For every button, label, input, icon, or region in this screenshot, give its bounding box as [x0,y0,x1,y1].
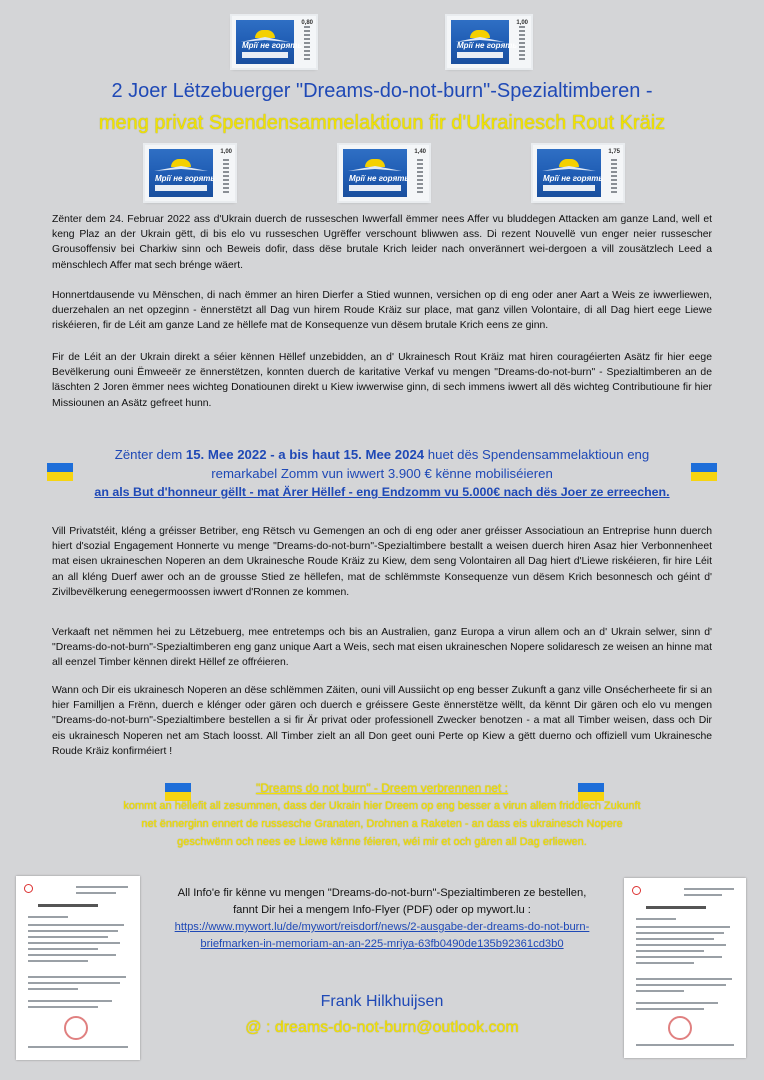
intro-paragraph: Zënter dem 24. Februar 2022 ass d'Ukrain duerch de russeschen Iwwerfall ëmmer nees Affer vu bluddegen Attacken am ganze Land, well et keng Plaz an der Ukrain gëtt, di bis elo vu russeschen Ugrëffer verschount bliwwen ass. Di rezent Nouvellë vun enger neier russescher Grousoffensiv bei Charkiw sinn och Beweis dofir, dass dëse brutale Krich leider nach onverännert wei-dergoen a vill zousätzlech Leed a mënschlech Affer mat sech brénge wäert. [52,214,712,271]
dreams-line: net ënnerginn ennert de russesche Granaten, Drohnen a Raketen - an dass eis ukrainesch Nopere [141,818,623,830]
dreams-line: kommt an hëllefit all zesummen, dass der Ukrain hier Dreem op eng besser a virun allem friddlech Zukunft [123,800,641,812]
info-line: fannt Dir hei a mengem Info-Flyer (PDF) oder op mywort.lu : [233,904,531,916]
stamp-value: 1,40 [414,149,426,155]
stamp-image [232,16,316,68]
dreams-heading: "Dreams do not burn" - Dreem verbrennen net : [256,781,508,795]
body-paragraph: Fir de Léit an der Ukrain direkt a séier kënnen Hëllef unzebidden, an d' Ukrainesch Rout Kräiz mat hiren couragéierten Asätz fir hier eege Bevëlkerung ouni Ëmweeër ze ënnerstëtzen, konnten duerch de karitative Verkaf vu mengen "Dreams-do-not-burn" - Spezialtimberen an de läschten 2 Joren ëmmer nees wichteg Donatiounen direkt u Kiew iwwerwise ginn, di sech immens iwwert all dës wichteg Contributioune fir hier Missiounen an Asätz gefreet hunn. [52,352,712,409]
body-paragraph: Honnertdausende vu Mënschen, di nach ëmmer an hiren Dierfer a Stied wunnen, versichen op di eng oder aner Aart a Weis ze iwwerliewen, duerzehalen an net opzeginn - ënnerstëtzt all Dag vun hirem Roude Kräiz sur place, mat ganz villen Volontaire, di all Dag hiert eege Liewe riskéieren, fir de Léit am ganze Land ze hëllefe mat de Konsequenze vun dësem brutale Krich eens ze ginn. [52,290,712,332]
stamp-title: Мрії не горять [543,174,604,183]
stamp-image [447,16,531,68]
stamp-image [145,145,235,201]
stamp-image [339,145,429,201]
campaign-line-2: remarkabel Zomm vun iwwert 3.900 € kënne mobiliséieren [211,466,553,482]
stamp-value: 0,80 [301,20,313,26]
stamp-title: Мрії не горять [349,174,410,183]
page-title: 2 Joer Lëtzebuerger "Dreams-do-not-burn"-Spezialtimberen - [111,80,653,102]
stamp-value: 1,00 [220,149,232,155]
body-paragraph: Wann och Dir eis ukrainesch Noperen an dëse schlëmmen Zäiten, ouni vill Aussiicht op eng besser Zukunft a ganz ville Onsécherheete fir si an hier Familljen a Frënn, duerch e klénger oder gären och duerch e gréissere Geste ënnerstëtze wëllt, da kënnt Dir gären och elo vu mengen "Dreams-do-not-burn"-Spezialtimbere bestellen a si fir Är privat oder professionell Zwecker benotzen - a mat all Timber weisen, dass och Dir eis ukrainesch Noperen net am Stach loosst. All Timber zielt an all Don geet ouni Perte op Kiew a gëtt duerno och offiziell vum Ukrainesche Roude Kräiz konfirméiert ! [52,685,712,757]
stamp-title: Мрії не горять [457,41,518,50]
body-paragraph: Vill Privatstéit, kléng a gréisser Betriber, eng Rëtsch vu Gemengen an och di eng oder aner gréisser Associatioun an Entreprise hunn duerch hiert d'sozial Engagement Honnerte vu menge "Dreams-do-not-burn"-Spezialtimbere bestallt a weisen duerch hiren Asaz hier Verbonnenheet mat eisen ukraineschen Noperen an dem Ukrainesche Roude Kräiz zu Kiew, dem seng Volontairen all Dag hiert d'Liewe riskéieren, fir hire Léit an all kléng Duerf awer och an de grousse Stied ze hëllefen, mat de schlëmmste Konsequenze vun dësem Krich besonnesch och géint d' Zivilbevëlkerung eenegermoossen iwwert d'Ronnen ze kommen. [52,526,712,598]
stamp-value: 1,75 [608,149,620,155]
stamp-image [533,145,623,201]
campaign-summary [60,445,704,503]
stamp-title: Мрії не горять [155,174,216,183]
campaign-line-1: Zënter dem 15. Mee 2022 - a bis haut 15. Mee 2024 huet dës Spendensammelaktioun eng [114,447,650,462]
info-link[interactable]: https://www.mywort.lu/de/mywort/reisdorf/news/2-ausgabe-der-dreams-do-not-burn- [174,921,590,933]
dreams-line: geschwënn och nees ee Liewe kënne féieren, wéi mir et och gären all Dag erliewen. [177,836,587,848]
stamp-value: 1,00 [516,20,528,26]
info-link[interactable]: briefmarken-in-memoriam-an-an-225-mriya-63fb0490de135b92361cd3b0 [200,938,564,950]
dreams-appeal [40,779,724,851]
author-email[interactable]: @ : dreams-do-not-burn@outlook.com [245,1019,519,1036]
info-line: All Info'e fir kënne vu mengen "Dreams-do-not-burn"-Spezialtimberen ze bestellen, [177,887,587,899]
campaign-goal: an als But d'honneur gëllt - mat Ärer Hëllef - eng Endzomm vu 5.000€ nach dës Joer ze erreechen. [94,485,670,500]
info-text [150,885,614,953]
body-paragraph: Verkaaft net nëmmen hei zu Lëtzebuerg, mee entretemps och bis an Australien, ganz Europa a virun allem och an d' Ukrain selwer, sinn d' "Dreams-do-not-burn"-Spezialtimberen eng ganz unique Aart a Weis, sech mat eisen ukraineschen Nopere solidaresch ze weisen an hinne mat all eenzel Timber kënnen direkt Hëllef ze offréieren. [52,627,712,669]
author-name: Frank Hilkhuijsen [320,993,444,1010]
stamp-title: Мрії не горять [242,41,303,50]
page-subtitle: meng privat Spendensammelaktioun fir d'Ukrainesch Rout Kräiz [98,112,666,134]
